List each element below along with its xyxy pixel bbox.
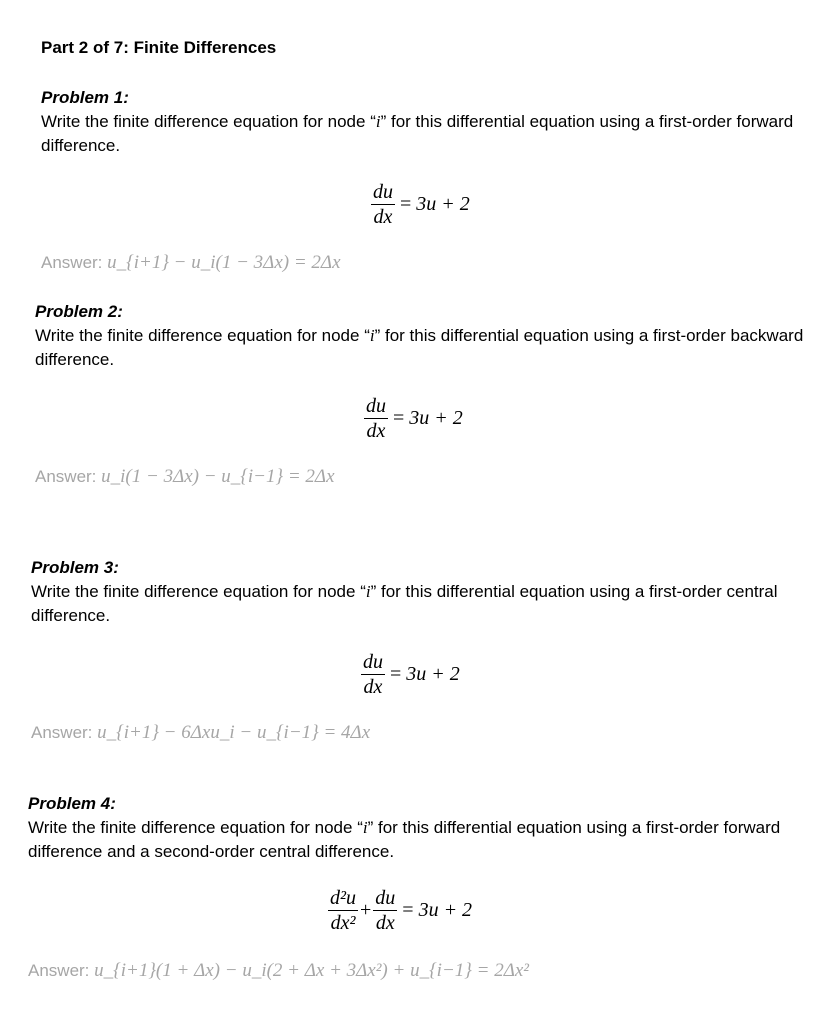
- problem-4-answer: [28, 960, 529, 982]
- equation-4-denominator-2: dx²: [330, 912, 356, 934]
- problem-3-heading: Problem 3:: [31, 558, 119, 577]
- equation-3: [361, 650, 460, 699]
- problem-4: [28, 792, 808, 864]
- problem-4-node: i: [362, 818, 368, 837]
- equation-3-equals: =: [390, 663, 402, 685]
- problem-3-answer: [31, 722, 370, 744]
- page-title: Part 2 of 7: Finite Differences: [41, 38, 277, 57]
- equation-1-equals: =: [400, 193, 412, 215]
- equation-4-equals: =: [402, 899, 414, 921]
- equation-2-fraction: [364, 394, 388, 443]
- problem-3-node: i: [365, 582, 371, 601]
- problem-3: [31, 556, 811, 628]
- problem-2-text-a: Write the finite difference equation for node “: [35, 326, 370, 345]
- problem-1-answer-label: Answer:: [41, 253, 108, 272]
- problem-2-answer-label: Answer:: [35, 467, 102, 486]
- problem-4-text-a: Write the finite difference equation for node “: [28, 818, 363, 837]
- equation-1-fraction: [371, 180, 395, 229]
- problem-1-answer: [41, 252, 341, 274]
- problem-3-text-b: ” for this differential equation using a first-order central difference.: [31, 582, 778, 625]
- equation-1-numerator: du: [373, 181, 393, 203]
- equation-2-equals: =: [393, 407, 405, 429]
- problem-1-answer-math: u_{i+1} − u_i(1 − 3Δx) = 2Δx: [107, 252, 341, 273]
- equation-3-numerator: du: [363, 651, 383, 673]
- problem-1-node: i: [375, 112, 381, 131]
- problem-2: [35, 300, 815, 372]
- equation-4: [328, 886, 472, 935]
- problem-3-answer-label: Answer:: [31, 723, 98, 742]
- equation-1-rhs: 3u + 2: [416, 193, 470, 215]
- problem-1-text-a: Write the finite difference equation for node “: [41, 112, 376, 131]
- equation-4-numerator-2: d²u: [330, 887, 356, 909]
- problem-3-answer-math: u_{i+1} − 6Δxu_i − u_{i−1} = 4Δx: [97, 722, 371, 743]
- problem-1-text: [41, 110, 821, 158]
- problem-4-heading: Problem 4:: [28, 794, 116, 813]
- equation-4-second-derivative: [328, 886, 358, 935]
- equation-3-fraction: [361, 650, 385, 699]
- equation-4-plus: +: [360, 899, 372, 921]
- problem-3-text-a: Write the finite difference equation for node “: [31, 582, 366, 601]
- problem-4-answer-label: Answer:: [28, 961, 95, 980]
- problem-2-answer-math: u_i(1 − 3Δx) − u_{i−1} = 2Δx: [101, 466, 335, 487]
- equation-2: [364, 394, 463, 443]
- problem-4-text-b: ” for this differential equation using a first-order forward difference and a second-order central difference.: [28, 818, 781, 861]
- problem-4-text: [28, 816, 808, 864]
- equation-3-denominator: dx: [363, 676, 383, 698]
- problem-2-node: i: [369, 326, 375, 345]
- problem-2-heading: Problem 2:: [35, 302, 123, 321]
- equation-4-first-derivative: [373, 886, 397, 935]
- equation-2-denominator: dx: [366, 420, 386, 442]
- problem-2-answer: [35, 466, 335, 488]
- equation-1: [371, 180, 470, 229]
- problem-3-text: [31, 580, 811, 628]
- problem-1-text-b: ” for this differential equation using a first-order forward difference.: [41, 112, 794, 155]
- equation-1-denominator: dx: [373, 206, 393, 228]
- problem-4-answer-math: u_{i+1}(1 + Δx) − u_i(2 + Δx + 3Δx²) + u_{i−1} = 2Δx²: [94, 960, 529, 981]
- equation-2-rhs: 3u + 2: [409, 407, 463, 429]
- equation-3-rhs: 3u + 2: [406, 663, 460, 685]
- equation-4-rhs: 3u + 2: [418, 899, 473, 921]
- equation-2-numerator: du: [366, 395, 386, 417]
- problem-1-heading: Problem 1:: [41, 88, 129, 107]
- problem-2-text-b: ” for this differential equation using a first-order backward difference.: [35, 326, 804, 369]
- equation-4-denominator-1: dx: [375, 912, 395, 934]
- problem-2-text: [35, 324, 815, 372]
- equation-4-numerator-1: du: [375, 887, 396, 909]
- problem-1: [41, 86, 821, 158]
